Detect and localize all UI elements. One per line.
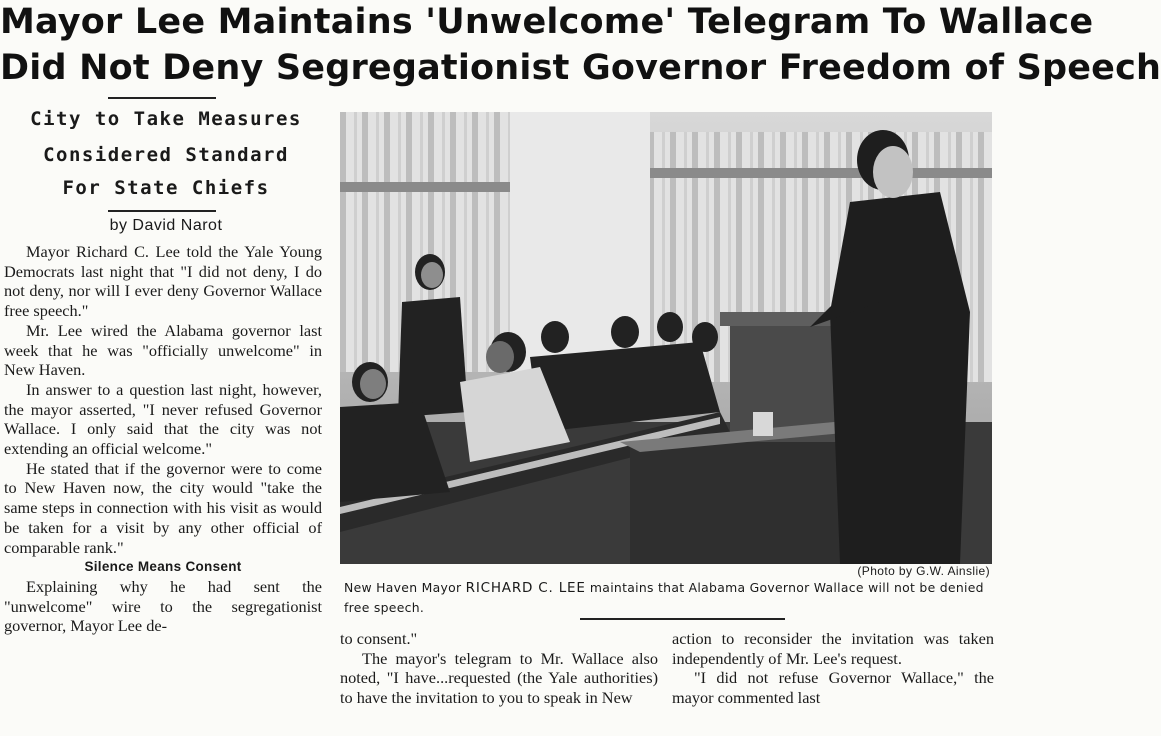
caption-lead: New Haven Mayor [344, 580, 466, 595]
photo-caption [344, 578, 994, 617]
deck-line-1: City to Take Measures [30, 108, 302, 130]
article-paragraph: "I did not refuse Governor Wallace," the mayor commented last [672, 668, 994, 708]
article-paragraph: In answer to a question last night, however, the mayor asserted, "I never refused Governor Wallace. I only said that the city was not extending an official welcome." [4, 379, 322, 459]
article-paragraph: Mayor Richard C. Lee told the Yale Young Democrats last night that "I did not deny, I do not deny, nor will I ever deny Governor Wallace free speech." [4, 242, 322, 321]
article-paragraph: The mayor's telegram to Mr. Wallace also noted, "I have...requested (the Yale authorities) to have the invitation to you to speak in New [340, 648, 658, 708]
meeting-photo-illustration [340, 112, 992, 564]
article-subhead: Silence Means Consent [84, 559, 242, 575]
caption-rule [580, 618, 785, 620]
article-paragraph: action to reconsider the invitation was taken independently of Mr. Lee's request. [672, 629, 994, 668]
deck-rule [108, 210, 216, 212]
caption-name: RICHARD C. LEE [465, 580, 586, 596]
headline-rule [108, 97, 216, 99]
deck-line-2: Considered Standard [43, 144, 289, 166]
article-paragraph: He stated that if the governor were to come to New Haven now, the city would "take the same steps in connection with his visit as would be taken for a visit by any other official of comparable rank." [4, 458, 322, 557]
article-column-1 [4, 242, 322, 636]
byline: by David Narot [109, 217, 223, 234]
deck-line-3: For State Chiefs [62, 177, 270, 199]
photo-credit: (Photo by G.W. Ainslie) [857, 564, 990, 578]
article-column-3 [672, 629, 994, 708]
article-column-2 [340, 629, 658, 708]
article-paragraph: Explaining why he had sent the "unwelcome" wire to the segregationist governor, Mayor Lee de- [4, 576, 322, 636]
headline-line-1: Mayor Lee Maintains 'Unwelcome' Telegram To Wallace [0, 2, 1094, 42]
news-photo [340, 112, 992, 564]
caption-text: maintains that Alabama Governor Wallace will not be denied free speech. [344, 580, 984, 615]
article-paragraph: Mr. Lee wired the Alabama governor last week that he was "officially unwelcome" in New Haven. [4, 320, 322, 380]
article-paragraph: to consent." [340, 629, 418, 648]
headline-line-2: Did Not Deny Segregationist Governor Freedom of Speech [0, 48, 1161, 88]
